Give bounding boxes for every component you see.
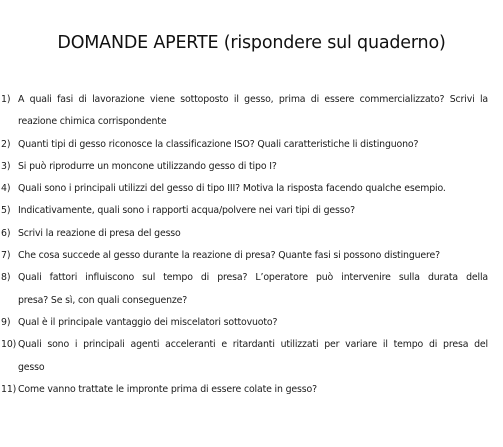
question-text-line: Indicativamente, quali sono i rapporti acqua/polvere nei vari tipi di gesso? — [18, 205, 355, 217]
question-text-line: Come vanno trattate le impronte prima di essere colate in gesso? — [18, 383, 317, 395]
question-text-line: Quali fattori influiscono sul tempo di presa? L’operatore può intervenire sulla durata della — [18, 272, 488, 284]
question-item — [0, 89, 496, 134]
question-text-line: gesso — [18, 361, 45, 373]
question-text-line: A quali fasi di lavorazione viene sottoposto il gesso, prima di essere commercializzato? Scrivi la — [18, 94, 488, 105]
question-item — [0, 267, 496, 312]
question-number: 1) — [1, 94, 11, 105]
question-number: 2) — [1, 138, 11, 150]
question-text-line: Qual è il principale vantaggio dei miscelatori sottovuoto? — [18, 316, 278, 328]
page-title: DOMANDE APERTE (rispondere sul quaderno) — [57, 33, 446, 53]
question-text-line: Si può riprodurre un moncone utilizzando gesso di tipo I? — [18, 160, 277, 172]
question-item — [0, 178, 496, 200]
question-text-line: Che cosa succede al gesso durante la reazione di presa? Quante fasi si possono distinguere? — [18, 250, 440, 262]
question-number: 3) — [1, 160, 11, 172]
question-item — [0, 334, 496, 379]
question-item — [0, 200, 496, 222]
question-item — [0, 312, 496, 334]
question-item — [0, 134, 496, 156]
question-item — [0, 223, 496, 245]
question-list — [0, 89, 496, 401]
question-number: 11) — [1, 383, 17, 395]
question-item — [0, 379, 496, 401]
question-number: 9) — [1, 316, 11, 328]
question-text-line: presa? Se sì, con quali conseguenze? — [18, 294, 188, 306]
question-item — [0, 245, 496, 267]
question-text-line: Quali sono i principali agenti acceleranti e ritardanti utilizzati per variare il tempo di presa del — [18, 339, 488, 351]
question-text-line: reazione chimica corrispondente — [18, 116, 167, 128]
question-text-line: Quanti tipi di gesso riconosce la classificazione ISO? Quali caratteristiche li distinguono? — [18, 138, 419, 150]
question-number: 6) — [1, 227, 11, 239]
question-number: 8) — [1, 272, 11, 284]
question-number: 4) — [1, 183, 11, 195]
question-number: 5) — [1, 205, 11, 217]
question-number: 7) — [1, 250, 11, 262]
question-text-line: Quali sono i principali utilizzi del gesso di tipo III? Motiva la risposta facendo qualche esempio. — [18, 183, 446, 195]
question-item — [0, 156, 496, 178]
question-number: 10) — [1, 339, 17, 351]
question-text-line: Scrivi la reazione di presa del gesso — [18, 227, 181, 239]
